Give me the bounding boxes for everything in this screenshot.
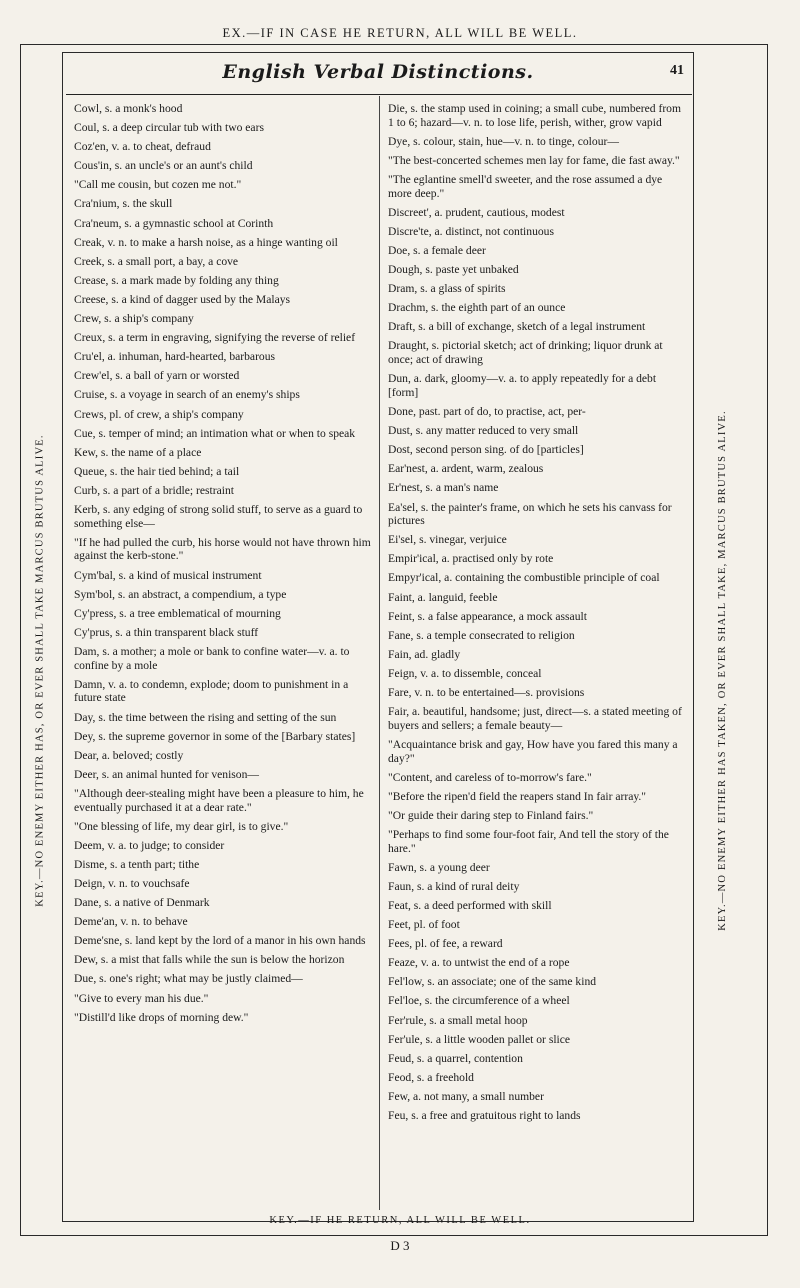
dictionary-entry: Fer'ule, s. a little wooden pallet or slice: [388, 1032, 571, 1046]
dictionary-entry: Disme, s. a tenth part; tithe: [74, 857, 200, 871]
dictionary-entry: Creux, s. a term in engraving, signifying the reverse of relief: [74, 331, 356, 345]
dictionary-entry: "If he had pulled the curb, his horse would not have thrown him against the kerb-stone.": [74, 535, 371, 563]
dictionary-entry: Dram, s. a glass of spirits: [388, 282, 506, 296]
dictionary-entry: "Acquaintance brisk and gay, How have you fared this many a day?": [388, 737, 678, 765]
dictionary-entry: Fel'low, s. an associate; one of the same kind: [388, 975, 597, 989]
dictionary-entry: Draught, s. pictorial sketch; act of drinking; liquor drunk at once; act of drawing: [388, 339, 663, 367]
dictionary-entry: Drachm, s. the eighth part of an ounce: [388, 301, 566, 315]
dictionary-entry: Draft, s. a bill of exchange, sketch of a legal instrument: [388, 320, 646, 334]
dictionary-entry: Die, s. the stamp used in coining; a small cube, numbered from 1 to 6; hazard—v. n. to lose life, perish, wither, grow vapid: [388, 102, 681, 129]
dictionary-entry: Empyr'ical, a. containing the combustible principle of coal: [388, 571, 660, 585]
dictionary-entry: "Perhaps to find some four-foot fair, And tell the story of the hare.": [388, 828, 669, 855]
signature-mark: D 3: [390, 1238, 410, 1253]
dictionary-entry: "Although deer-stealing might have been a pleasure to him, he eventually purchased it at a dear rate.": [74, 786, 364, 814]
dictionary-entry: Faun, s. a kind of rural deity: [388, 879, 520, 893]
dictionary-entry: Ea'sel, s. the painter's frame, on which he sets his canvass for pictures: [388, 500, 672, 528]
dictionary-entry: Faint, a. languid, feeble: [388, 590, 498, 604]
dictionary-entry: Crews, pl. of crew, a ship's company: [74, 407, 244, 421]
dictionary-entry: Deign, v. n. to vouchsafe: [74, 876, 190, 890]
dictionary-entry: Discreet', a. prudent, cautious, modest: [388, 205, 565, 219]
dictionary-entry: Deme'an, v. n. to behave: [74, 915, 188, 929]
dictionary-entry: Cous'in, s. an uncle's or an aunt's child: [74, 159, 253, 173]
dictionary-entry: "Before the ripen'd field the reapers stand In fair array.": [388, 789, 647, 803]
page-header: [68, 57, 688, 95]
column-divider: [379, 96, 380, 1210]
dictionary-entry: Dew, s. a mist that falls while the sun is below the horizon: [74, 953, 345, 967]
dictionary-entry: Empir'ical, a. practised only by rote: [388, 552, 554, 566]
dictionary-entry: Crew, s. a ship's company: [74, 312, 194, 326]
dictionary-entry: Feaze, v. a. to untwist the end of a rope: [388, 956, 570, 970]
dictionary-entry: Cue, s. temper of mind; an intimation what or when to speak: [74, 426, 356, 440]
dictionary-entry: "The eglantine smell'd sweeter, and the rose assumed a dye more deep.": [388, 172, 663, 200]
dictionary-entry: Dear, a. beloved; costly: [74, 748, 184, 762]
dictionary-entry: Coul, s. a deep circular tub with two ears: [74, 121, 264, 135]
dictionary-entry: Queue, s. the hair tied behind; a tail: [74, 464, 240, 478]
header-rule: [66, 94, 692, 95]
dictionary-entry: Fain, ad. gladly: [388, 647, 461, 661]
right-column: [388, 102, 688, 1128]
dictionary-entry: Discre'te, a. distinct, not continuous: [388, 224, 554, 238]
dictionary-entry: Fair, a. beautiful, handsome; just, direct—s. a stated meeting of buyers and sellers; a female beauty—: [388, 705, 682, 732]
dictionary-entry: Dane, s. a native of Denmark: [74, 896, 210, 910]
dictionary-entry: Fees, pl. of fee, a reward: [388, 937, 503, 951]
dictionary-entry: Creese, s. a kind of dagger used by the Malays: [74, 292, 291, 306]
dictionary-entry: Dun, a. dark, gloomy—v. a. to apply repeatedly for a debt [form]: [388, 372, 657, 399]
dictionary-entry: Crease, s. a mark made by folding any thing: [74, 273, 279, 287]
dictionary-entry: Fare, v. n. to be entertained—s. provisions: [388, 686, 585, 700]
dictionary-entry: Er'nest, s. a man's name: [388, 481, 499, 495]
dictionary-entry: Cruise, s. a voyage in search of an enemy's ships: [74, 388, 300, 402]
dictionary-entry: Few, a. not many, a small number: [388, 1089, 544, 1103]
page-title: English Verbal Distinctions.: [222, 61, 534, 83]
dictionary-entry: Cra'nium, s. the skull: [74, 197, 173, 211]
right-margin-text: KEY.—NO ENEMY EITHER HAS TAKEN, OR EVER SHALL TAKE, MARCUS BRUTUS ALIVE.: [716, 409, 728, 931]
footer-key: KEY.—IF HE RETURN, ALL WILL BE WELL.: [269, 1215, 531, 1226]
dictionary-entry: Curb, s. a part of a bridle; restraint: [74, 483, 235, 497]
dictionary-entry: "Distill'd like drops of morning dew.": [74, 1010, 249, 1024]
dictionary-entry: Day, s. the time between the rising and setting of the sun: [74, 710, 337, 724]
dictionary-entry: "The best-concerted schemes men lay for fame, die fast away.": [388, 153, 680, 167]
dictionary-entry: Fer'rule, s. a small metal hoop: [388, 1013, 528, 1027]
page-number: 41: [670, 63, 684, 78]
dictionary-entry: "Or guide their daring step to Finland fairs.": [388, 808, 594, 822]
dictionary-entry: Feud, s. a quarrel, contention: [388, 1051, 523, 1065]
dictionary-entry: Cru'el, a. inhuman, hard-hearted, barbarous: [74, 350, 276, 364]
dictionary-entry: Ear'nest, a. ardent, warm, zealous: [388, 462, 544, 476]
dictionary-entry: Cy'prus, s. a thin transparent black stuff: [74, 625, 259, 639]
dictionary-entry: Fel'loe, s. the circumference of a wheel: [388, 994, 570, 1008]
dictionary-entry: "One blessing of life, my dear girl, is to give.": [74, 819, 289, 833]
dictionary-entry: Due, s. one's right; what may be justly claimed—: [74, 972, 303, 986]
dictionary-entry: Sym'bol, s. an abstract, a compendium, a type: [74, 587, 287, 601]
dictionary-entry: Dust, s. any matter reduced to very small: [388, 424, 579, 438]
dictionary-entry: Kew, s. the name of a place: [74, 445, 202, 459]
dictionary-entry: Fawn, s. a young deer: [388, 860, 490, 874]
dictionary-entry: Cym'bal, s. a kind of musical instrument: [74, 568, 262, 582]
dictionary-entry: Ei'sel, s. vinegar, verjuice: [388, 533, 507, 547]
dictionary-entry: Crew'el, s. a ball of yarn or worsted: [74, 369, 240, 383]
dictionary-entry: "Content, and careless of to-morrow's fare.": [388, 770, 592, 784]
dictionary-entry: Doe, s. a female deer: [388, 243, 486, 257]
dictionary-entry: Deme'sne, s. land kept by the lord of a manor in his own hands: [74, 934, 366, 948]
dictionary-entry: Cra'neum, s. a gymnastic school at Corinth: [74, 216, 274, 230]
dictionary-entry: Feod, s. a freehold: [388, 1070, 474, 1084]
top-note: EX.—IF IN CASE HE RETURN, ALL WILL BE WELL.: [222, 26, 578, 40]
dictionary-entry: Fane, s. a temple consecrated to religion: [388, 628, 575, 642]
dictionary-entry: Cowl, s. a monk's hood: [74, 102, 183, 115]
dictionary-entry: Deer, s. an animal hunted for venison—: [74, 767, 259, 781]
dictionary-entry: "Give to every man his due.": [74, 991, 209, 1005]
dictionary-entry: Feat, s. a deed performed with skill: [388, 899, 552, 912]
left-margin-text: KEY.—NO ENEMY EITHER HAS, OR EVER SHALL TAKE MARCUS BRUTUS ALIVE.: [34, 433, 46, 907]
dictionary-entry: Dost, second person sing. of do [particles]: [388, 443, 584, 457]
dictionary-entry: Coz'en, v. a. to cheat, defraud: [74, 140, 211, 154]
dictionary-entry: Creek, s. a small port, a bay, a cove: [74, 254, 239, 268]
dictionary-entry: Dye, s. colour, stain, hue—v. n. to tinge, colour—: [388, 134, 619, 148]
dictionary-entry: Dough, s. paste yet unbaked: [388, 263, 519, 277]
dictionary-entry: Feet, pl. of foot: [388, 918, 460, 932]
dictionary-entry: Done, past. part of do, to practise, act, per-: [388, 405, 586, 419]
dictionary-entry: Dam, s. a mother; a mole or bank to confine water—v. a. to confine by a mole: [74, 644, 350, 672]
dictionary-entry: Creak, v. n. to make a harsh noise, as a hinge wanting oil: [74, 235, 338, 249]
dictionary-entry: Kerb, s. any edging of strong solid stuff, to serve as a guard to something else—: [74, 502, 363, 530]
dictionary-entry: Feint, s. a false appearance, a mock assault: [388, 609, 587, 623]
dictionary-entry: Feign, v. a. to dissemble, conceal: [388, 666, 542, 680]
dictionary-entry: Cy'press, s. a tree emblematical of mourning: [74, 606, 281, 620]
dictionary-entry: Damn, v. a. to condemn, explode; doom to punishment in a future state: [74, 677, 349, 705]
dictionary-entry: Feu, s. a free and gratuitous right to lands: [388, 1109, 581, 1123]
left-column: [74, 102, 374, 1030]
dictionary-entry: Dey, s. the supreme governor in some of the [Barbary states]: [74, 729, 356, 743]
dictionary-entry: Deem, v. a. to judge; to consider: [74, 838, 225, 852]
dictionary-entry: "Call me cousin, but cozen me not.": [74, 178, 242, 192]
